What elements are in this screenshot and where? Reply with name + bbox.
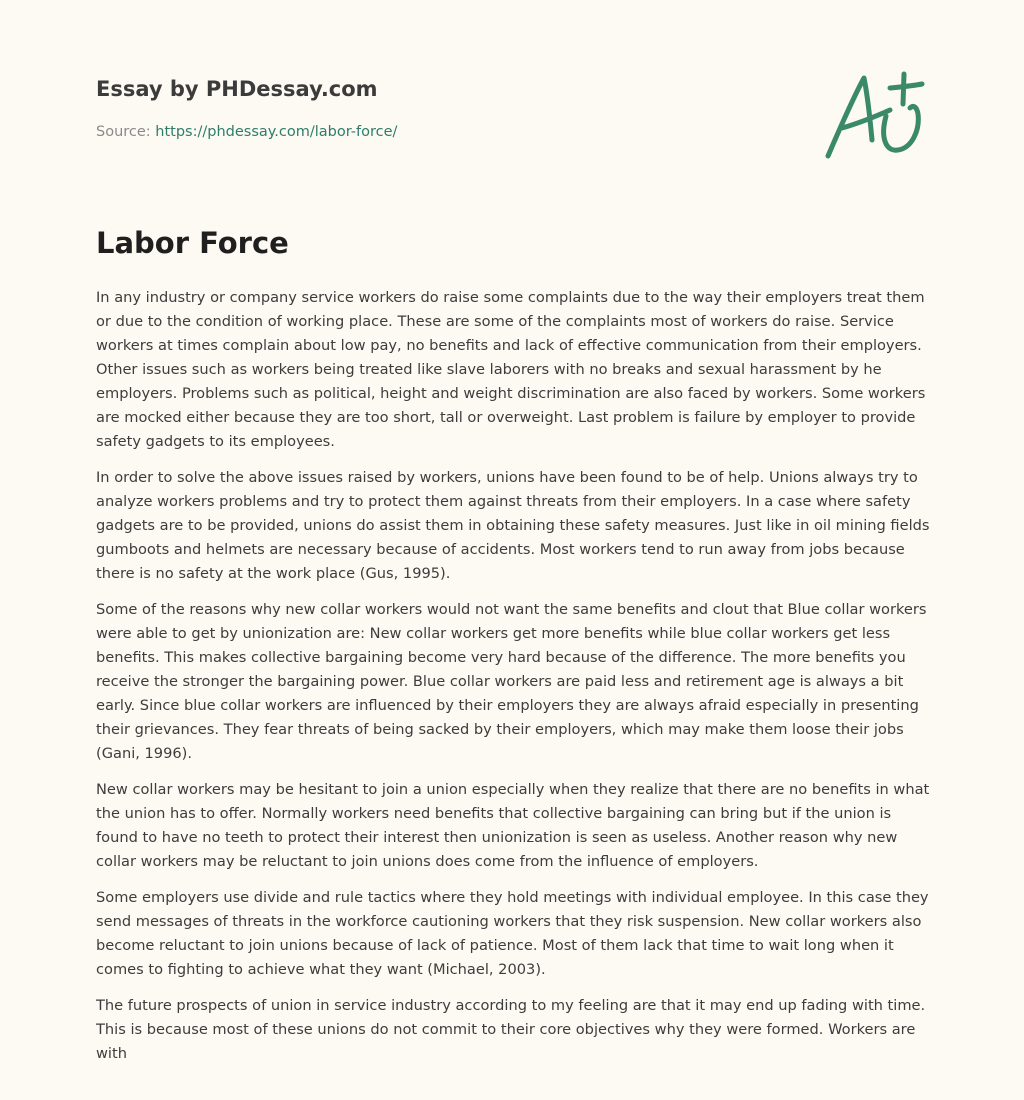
essay-title: Labor Force <box>96 226 289 260</box>
essay-body <box>96 286 934 1078</box>
source-label: Source: <box>96 124 156 140</box>
paragraph: The future prospects of union in service industry according to my feeling are that it may end up fading with time. This is because most of these unions do not commit to their core objectives why they were formed. Workers are with <box>96 997 926 1062</box>
source-link[interactable]: https://phdessay.com/labor-force/ <box>155 124 398 140</box>
a-plus-grade-icon <box>820 68 926 164</box>
paragraph: In order to solve the above issues raised by workers, unions have been found to be of help. Unions always try to analyze workers problems and try to protect them against threats from their employers. In a case where safety gadgets are to be provided, unions do assist them in obtaining these safety measures. Just like in oil mining fields gumboots and helmets are necessary because of accidents. Most workers tend to run away from jobs because there is no safety at the work place (Gus, 1995). <box>96 469 930 582</box>
paragraph: New collar workers may be hesitant to join a union especially when they realize that there are no benefits in what the union has to offer. Normally workers need benefits that collective bargaining can bring but if the union is found to have no teeth to protect their interest then unionization is seen as useless. Another reason why new collar workers may be reluctant to join unions does come from the influence of employers. <box>96 781 930 870</box>
paragraph: In any industry or company service workers do raise some complaints due to the way their employers treat them or due to the condition of working place. These are some of the complaints most of workers do raise. Service workers at times complain about low pay, no benefits and lack of effective communication from their employers. Other issues such as workers being treated like slave laborers with no breaks and sexual harassment by he employers. Problems such as political, height and weight discrimination are also faced by workers. Some workers are mocked either because they are too short, tall or overweight. Last problem is failure by employer to provide safety gadgets to its employees. <box>96 289 926 450</box>
paragraph: Some of the reasons why new collar workers would not want the same benefits and clout that Blue collar workers were able to get by unionization are: New collar workers get more benefits while blue collar workers get less benefits. This makes collective bargaining become very hard because of the difference. The more benefits you receive the stronger the bargaining power. Blue collar workers are paid less and retirement age is always a bit early. Since blue collar workers are influenced by their employers they are always afraid especially in presenting their grievances. They fear threats of being sacked by their employers, which may make them loose their jobs (Gani, 1996). <box>96 601 927 762</box>
paragraph: Some employers use divide and rule tactics where they hold meetings with individual employee. In this case they send messages of threats in the workforce cautioning workers that they risk suspension. New collar workers also become reluctant to join unions because of lack of patience. Most of them lack that time to wait long when it comes to fighting to achieve what they want (Michael, 2003). <box>96 889 929 978</box>
brand-title: Essay by PHDessay.com <box>96 77 378 101</box>
source-line <box>96 124 397 140</box>
